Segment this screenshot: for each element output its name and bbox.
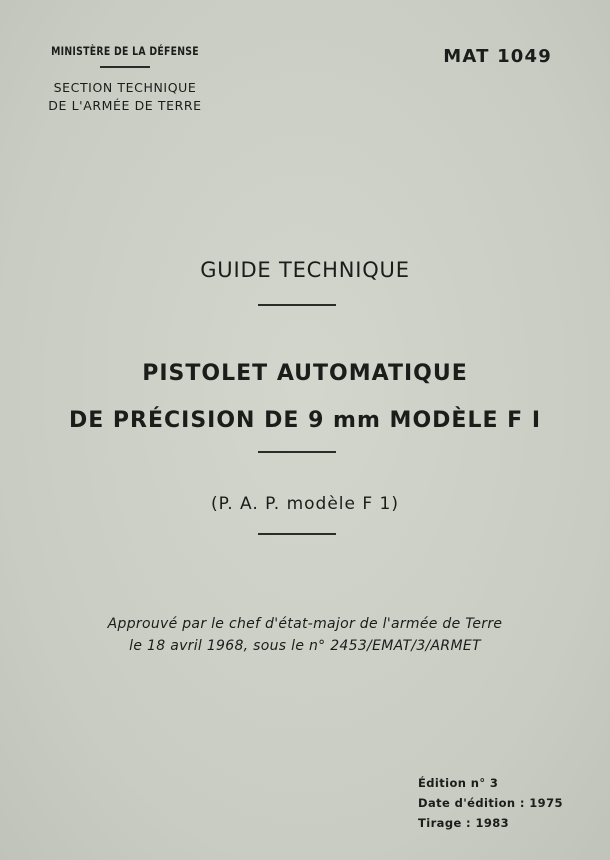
ministry-divider	[100, 66, 150, 68]
approval-line-2: le 18 avril 1968, sous le n° 2453/EMAT/3/ARMET	[129, 638, 481, 654]
ministry-block	[30, 44, 220, 115]
section-line-1: SECTION TECHNIQUE	[53, 79, 197, 95]
document-code: MAT 1049	[443, 46, 552, 67]
section-line-2: DE L'ARMÉE DE TERRE	[48, 97, 202, 113]
ministry-name: MINISTÈRE DE LA DÉFENSE	[51, 44, 199, 58]
approval-line-1: Approuvé par le chef d'état-major de l'armée de Terre	[107, 616, 503, 632]
divider-3	[258, 533, 336, 535]
abbreviation: (P. A. P. modèle F 1)	[210, 494, 400, 514]
doc-type-heading: GUIDE TECHNIQUE	[200, 258, 410, 282]
edition-number: Édition n° 3	[418, 776, 499, 790]
divider-2	[258, 451, 336, 453]
edition-date: Date d'édition : 1975	[418, 796, 563, 810]
title-line-1: PISTOLET AUTOMATIQUE	[142, 361, 468, 386]
print-run: Tirage : 1983	[418, 816, 510, 830]
divider-1	[258, 304, 336, 306]
title-line-2: DE PRÉCISION DE 9 mm MODÈLE F I	[68, 408, 542, 433]
